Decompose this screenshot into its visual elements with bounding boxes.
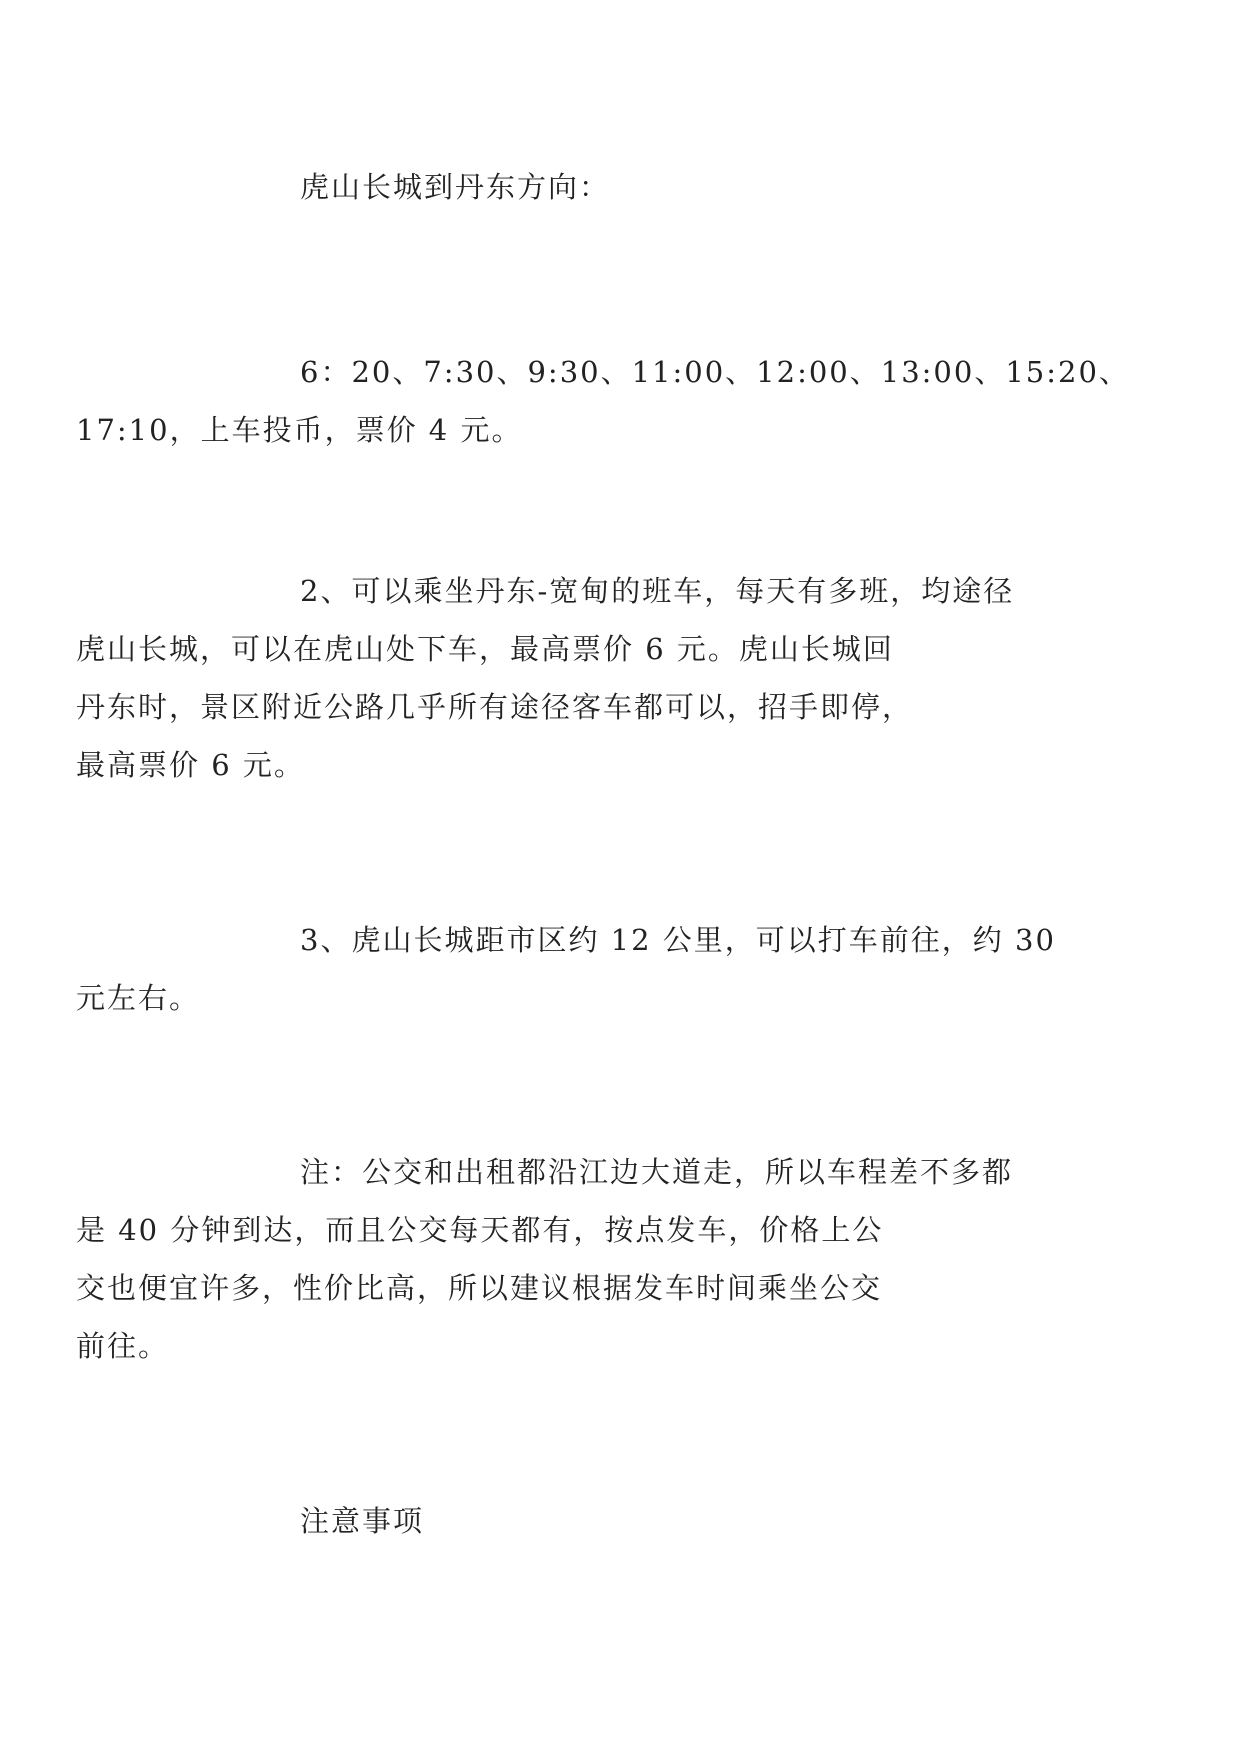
paragraph-line: 最高票价 6 元。 (76, 748, 305, 782)
paragraph-line: 元左右。 (76, 981, 201, 1015)
paragraph-taxi-option (76, 911, 1060, 1027)
paragraph-line: 3、虎山长城距市区约 12 公里，可以打车前往，约 30 (300, 923, 1056, 957)
paragraph-note (76, 1143, 1060, 1375)
paragraph-line: 2、可以乘坐丹东-宽甸的班车，每天有多班，均途径 (300, 574, 1015, 608)
paragraph-direction-heading (188, 158, 1060, 216)
paragraph-line: 注意事项 (300, 1504, 425, 1538)
paragraph-bus-schedule (76, 343, 1130, 459)
paragraph-line: 虎山长城到丹东方向： (300, 170, 611, 204)
paragraph-line: 是 40 分钟到达，而且公交每天都有，按点发车，价格上公 (76, 1213, 884, 1247)
paragraph-line: 前往。 (76, 1329, 170, 1363)
section-heading-precautions (188, 1492, 1060, 1550)
paragraph-shuttle-option (76, 562, 1060, 794)
paragraph-line: 6：20、7:30、9:30、11:00、12:00、13:00、15:20、 (300, 355, 1130, 389)
paragraph-line: 虎山长城，可以在虎山处下车，最高票价 6 元。虎山长城回 (76, 632, 894, 666)
paragraph-line: 丹东时，景区附近公路几乎所有途径客车都可以，招手即停， (76, 690, 914, 724)
paragraph-line: 交也便宜许多，性价比高，所以建议根据发车时间乘坐公交 (76, 1271, 883, 1305)
paragraph-line: 注：公交和出租都沿江边大道走，所以车程差不多都 (300, 1155, 1014, 1189)
paragraph-line: 17:10，上车投币，票价 4 元。 (76, 413, 523, 447)
